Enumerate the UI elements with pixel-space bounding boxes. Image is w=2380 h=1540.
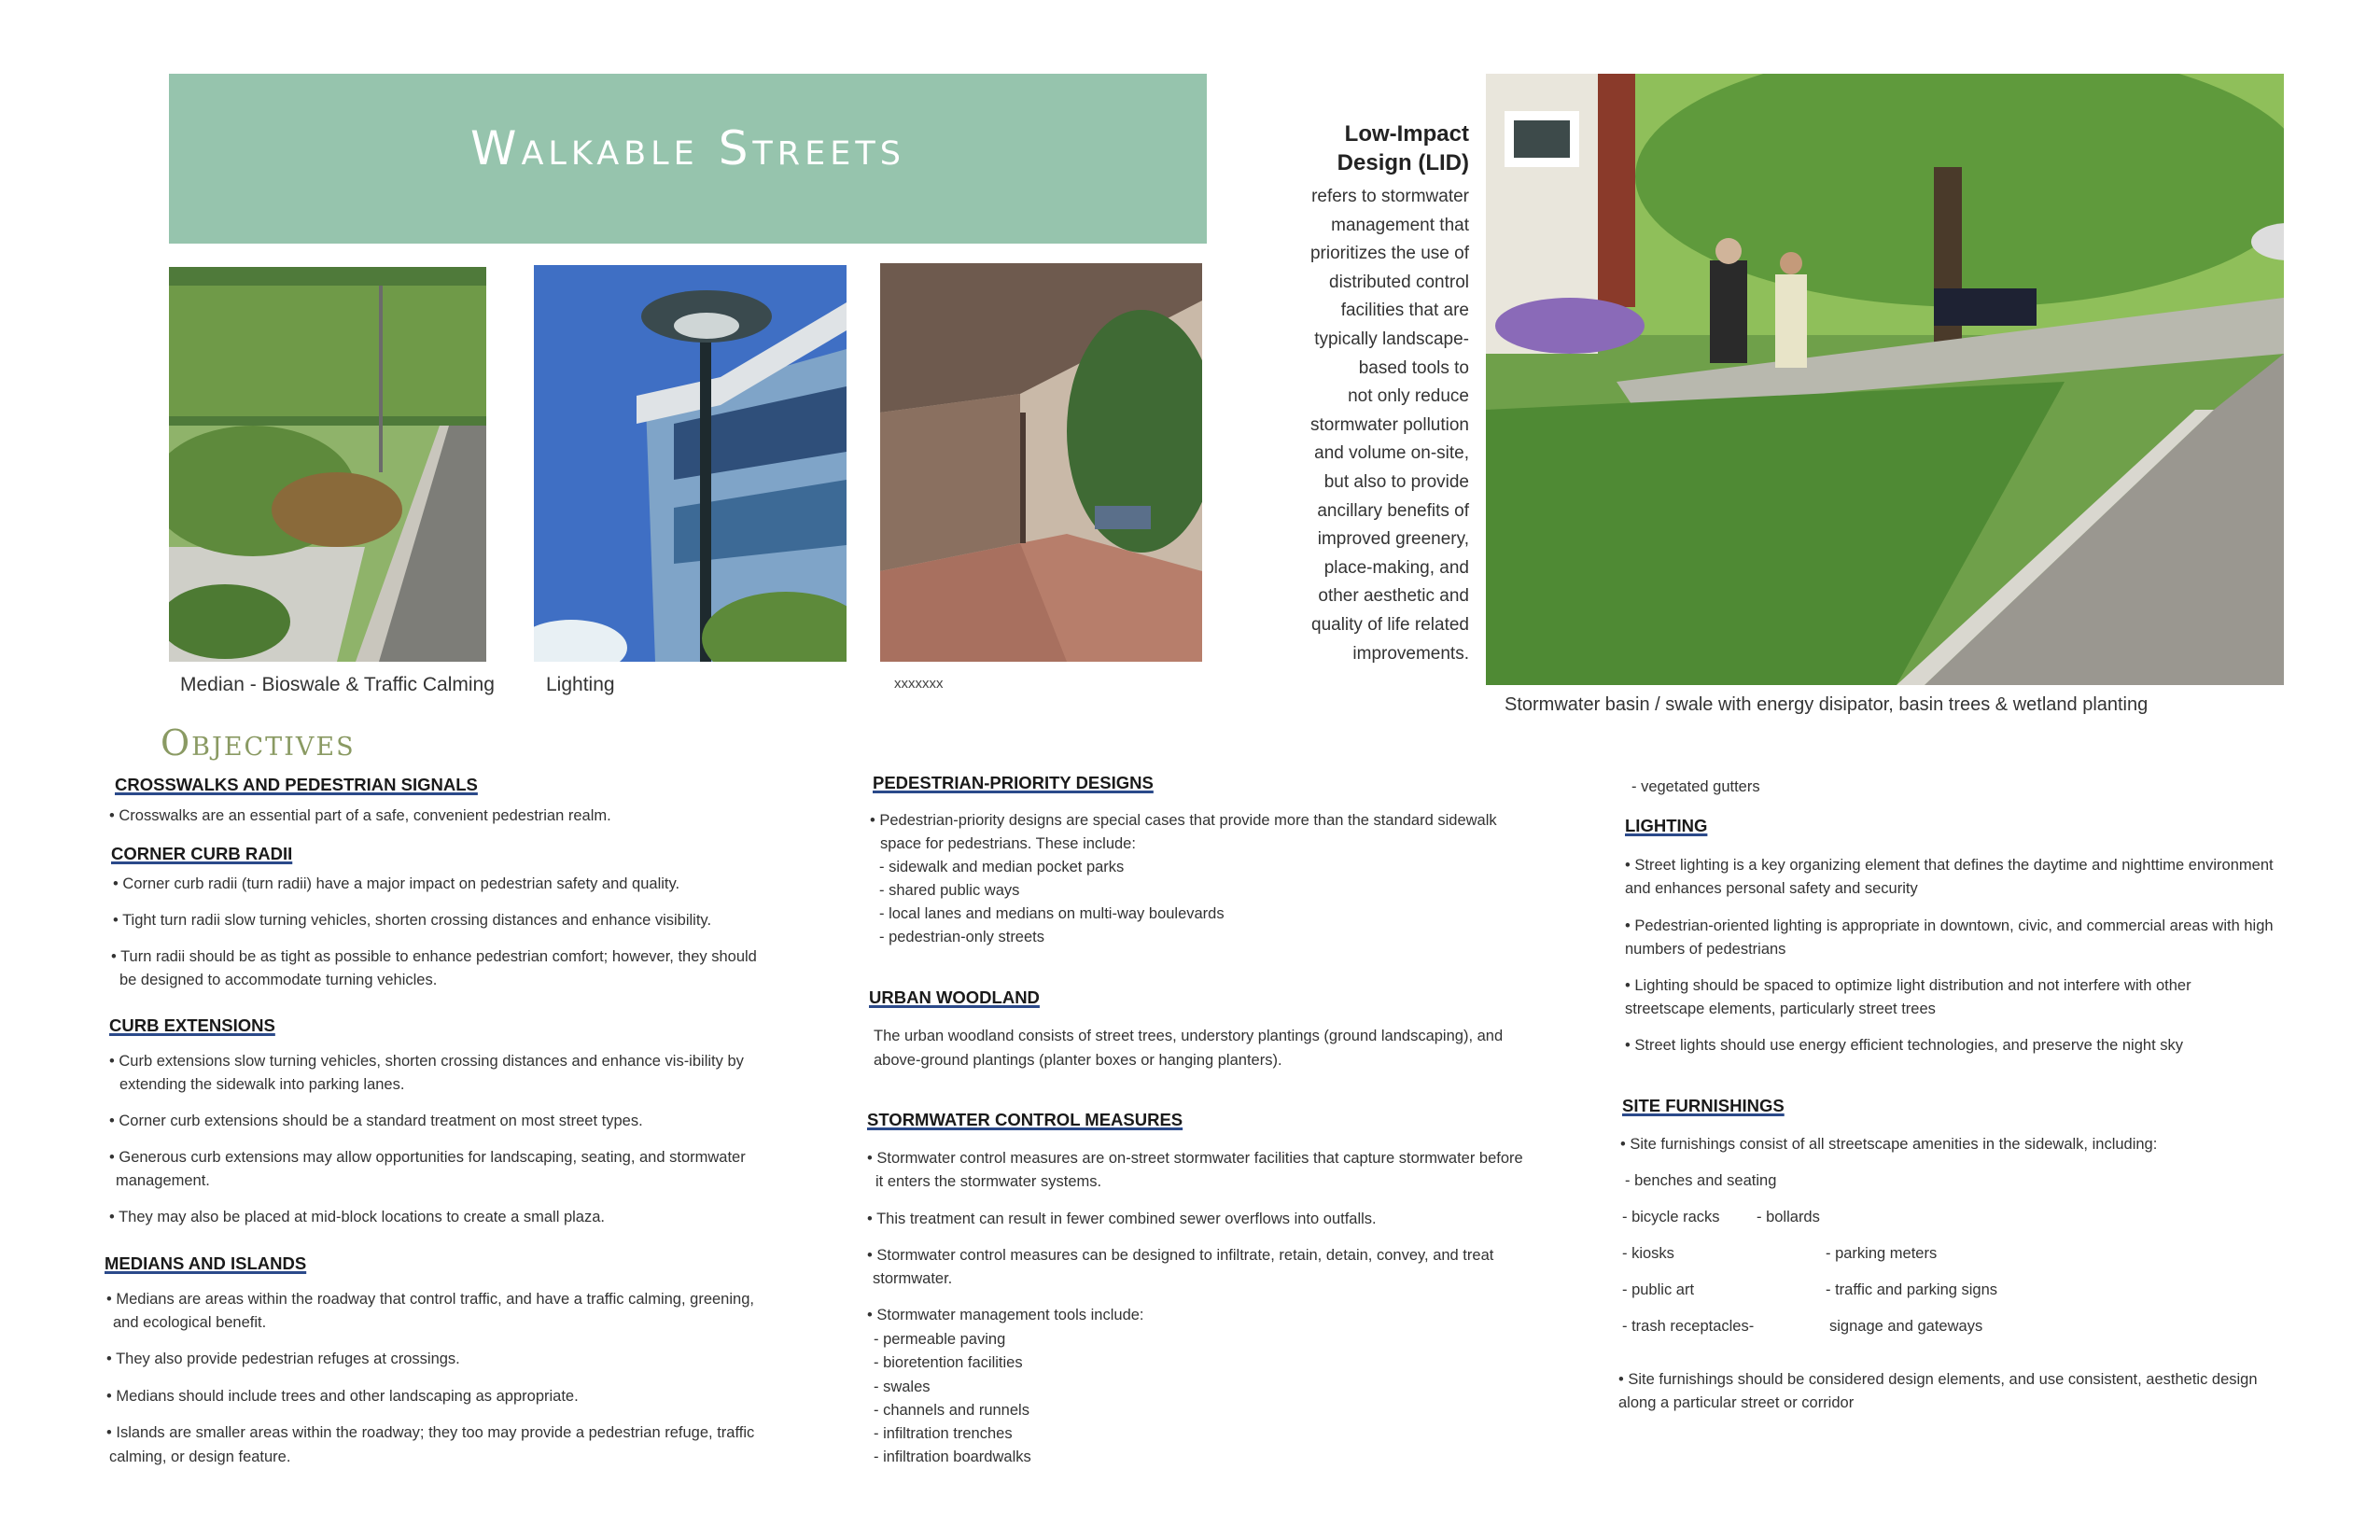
stormwater-tool: - permeable paving: [874, 1331, 1006, 1348]
woodland-text: above-ground plantings (planter boxes or hanging planters).: [874, 1052, 1282, 1069]
lid-line: ancillary benefits of: [1317, 500, 1469, 521]
lid-line: distributed control: [1329, 272, 1469, 292]
medians-text: • Islands are smaller areas within the roadway; they too may provide a pedestrian refuge, traffic: [106, 1424, 755, 1441]
furnishings-text: along a particular street or corridor: [1618, 1394, 1855, 1411]
ped-priority-text: - shared public ways: [879, 882, 1020, 899]
furnishings-text: • Site furnishings consist of all streetscape amenities in the sidewalk, including:: [1620, 1136, 2158, 1153]
furnishing-item: - bicycle racks: [1622, 1209, 1720, 1225]
ped-priority-text: • Pedestrian-priority designs are special cases that provide more than the standard sidewalk: [870, 812, 1497, 829]
stormwater-text: • This treatment can result in fewer combined sewer overflows into outfalls.: [867, 1211, 1377, 1227]
furnishing-item: - public art: [1622, 1281, 1695, 1298]
ped-priority-text: - local lanes and medians on multi-way boulevards: [879, 905, 1225, 922]
furnishings-text: • Site furnishings should be considered design elements, and use consistent, aesthetic design: [1618, 1371, 2258, 1388]
stormwater-basin-photo: [1486, 74, 2284, 685]
stormwater-text: it enters the stormwater systems.: [875, 1173, 1102, 1190]
stormwater-tool: - infiltration trenches: [874, 1425, 1013, 1442]
corner-text: • Turn radii should be as tight as possible to enhance pedestrian comfort; however, they should: [111, 948, 757, 965]
lid-line: management that: [1331, 215, 1469, 235]
furnishing-item: - trash receptacles-: [1622, 1318, 1755, 1335]
urban-woodland-heading: URBAN WOODLAND: [869, 987, 1040, 1007]
lid-line: improvements.: [1352, 643, 1469, 664]
furnishing-item: - kiosks: [1622, 1245, 1674, 1262]
furnishing-item: signage and gateways: [1829, 1318, 1983, 1335]
median-caption: Median - Bioswale & Traffic Calming: [180, 674, 495, 695]
crosswalks-text: • Crosswalks are an essential part of a safe, convenient pedestrian realm.: [109, 807, 611, 824]
lighting-text: • Street lights should use energy efficient technologies, and preserve the night sky: [1625, 1037, 2183, 1054]
site-furnishings-heading: SITE FURNISHINGS: [1622, 1096, 1785, 1115]
lid-line: refers to stormwater: [1311, 187, 1469, 206]
lid-description: [1269, 183, 1469, 668]
ped-priority-text: - pedestrian-only streets: [879, 929, 1044, 945]
objectives-title: Objectives: [161, 722, 356, 763]
lid-line: quality of life related: [1311, 614, 1469, 635]
lid-line: prioritizes the use of: [1309, 244, 1469, 264]
stormwater-text: • Stormwater control measures are on-street stormwater facilities that capture stormwater before: [867, 1150, 1523, 1167]
lid-line: typically landscape-: [1314, 329, 1469, 349]
lighting-heading: LIGHTING: [1625, 816, 1708, 835]
lid-line: based tools to: [1358, 357, 1469, 378]
medians-text: • They also provide pedestrian refuges at crossings.: [106, 1351, 460, 1367]
medians-text: and ecological benefit.: [113, 1314, 267, 1331]
pedestrian-priority-heading: PEDESTRIAN-PRIORITY DESIGNS: [873, 773, 1154, 792]
corner-text: be designed to accommodate turning vehicles.: [119, 972, 438, 988]
lid-line: stormwater pollution: [1309, 414, 1469, 435]
stormwater-tool: - channels and runnels: [874, 1402, 1029, 1419]
lid-heading-line1: Low-Impact: [1344, 121, 1469, 147]
curb-ext-text: • Generous curb extensions may allow opportunities for landscaping, seating, and stormwater: [109, 1149, 746, 1166]
lighting-photo: [534, 265, 847, 662]
lid-line: facilities that are: [1340, 301, 1469, 321]
lighting-text: streetscape elements, particularly street trees: [1625, 1001, 1936, 1017]
medians-text: • Medians should include trees and other landscaping as appropriate.: [106, 1388, 579, 1405]
furnishing-item: - bollards: [1757, 1209, 1820, 1225]
corner-text: • Corner curb radii (turn radii) have a major impact on pedestrian safety and quality.: [113, 875, 680, 892]
stormwater-text: • Stormwater management tools include:: [867, 1307, 1144, 1323]
furnishing-item: - parking meters: [1826, 1245, 1938, 1262]
medians-text: calming, or design feature.: [109, 1449, 291, 1465]
page-title: Walkable Streets: [470, 121, 905, 175]
stormwater-tool: - infiltration boardwalks: [874, 1449, 1031, 1465]
arcade-walkway-photo: [880, 263, 1202, 662]
curb-ext-text: extending the sidewalk into parking lanes.: [119, 1076, 405, 1093]
stormwater-tool: - vegetated gutters: [1631, 778, 1760, 795]
curb-ext-text: • Curb extensions slow turning vehicles, shorten crossing distances and enhance vis-ibility by: [109, 1053, 744, 1070]
ped-priority-text: - sidewalk and median pocket parks: [879, 859, 1125, 875]
lighting-text: • Pedestrian-oriented lighting is appropriate in downtown, civic, and commercial areas with high: [1625, 917, 2274, 934]
medians-text: • Medians are areas within the roadway that control traffic, and have a traffic calming, greening,: [106, 1291, 754, 1308]
stormwater-control-heading: STORMWATER CONTROL MEASURES: [867, 1110, 1183, 1129]
lighting-text: numbers of pedestrians: [1625, 941, 1786, 958]
lid-line: other aesthetic and: [1318, 586, 1469, 607]
curb-extensions-heading: CURB EXTENSIONS: [109, 1015, 275, 1035]
lid-heading: [1269, 119, 1469, 177]
lid-heading-line2: Design (LID): [1337, 150, 1469, 175]
woodland-text: The urban woodland consists of street trees, understory plantings (ground landscaping), and: [874, 1028, 1504, 1044]
lid-line: and volume on-site,: [1314, 443, 1469, 464]
lid-line: improved greenery,: [1317, 529, 1469, 550]
median-bioswale-photo: [169, 267, 486, 662]
crosswalks-heading: CROSSWALKS AND PEDESTRIAN SIGNALS: [115, 775, 478, 794]
lid-line: not only reduce: [1348, 386, 1469, 407]
curb-ext-text: • They may also be placed at mid-block locations to create a small plaza.: [109, 1209, 605, 1225]
corner-text: • Tight turn radii slow turning vehicles, shorten crossing distances and enhance visibility.: [113, 912, 712, 929]
stormwater-text: • Stormwater control measures can be designed to infiltrate, retain, detain, convey, and treat: [867, 1247, 1494, 1264]
curb-ext-text: • Corner curb extensions should be a standard treatment on most street types.: [109, 1113, 643, 1129]
stormwater-tool: - swales: [874, 1379, 931, 1395]
lid-line: but also to provide: [1323, 471, 1469, 492]
ped-priority-text: space for pedestrians. These include:: [880, 835, 1136, 852]
lighting-caption: Lighting: [546, 674, 615, 695]
stormwater-basin-caption: Stormwater basin / swale with energy disipator, basin trees & wetland planting: [1505, 694, 2149, 715]
furnishing-item: - traffic and parking signs: [1826, 1281, 1998, 1298]
lighting-text: • Lighting should be spaced to optimize light distribution and not interfere with other: [1625, 977, 2191, 994]
lighting-text: • Street lighting is a key organizing element that defines the daytime and nighttime environment: [1625, 857, 2274, 874]
lighting-text: and enhances personal safety and security: [1625, 880, 1918, 897]
medians-islands-heading: MEDIANS AND ISLANDS: [105, 1253, 307, 1273]
stormwater-tool: - bioretention facilities: [874, 1354, 1023, 1371]
corner-curb-radii-heading: CORNER CURB RADII: [111, 844, 293, 863]
curb-ext-text: management.: [116, 1172, 210, 1189]
arcade-caption: xxxxxxx: [894, 676, 944, 692]
stormwater-text: stormwater.: [873, 1270, 953, 1287]
furnishing-item: - benches and seating: [1625, 1172, 1777, 1189]
lid-line: place-making, and: [1323, 557, 1469, 578]
